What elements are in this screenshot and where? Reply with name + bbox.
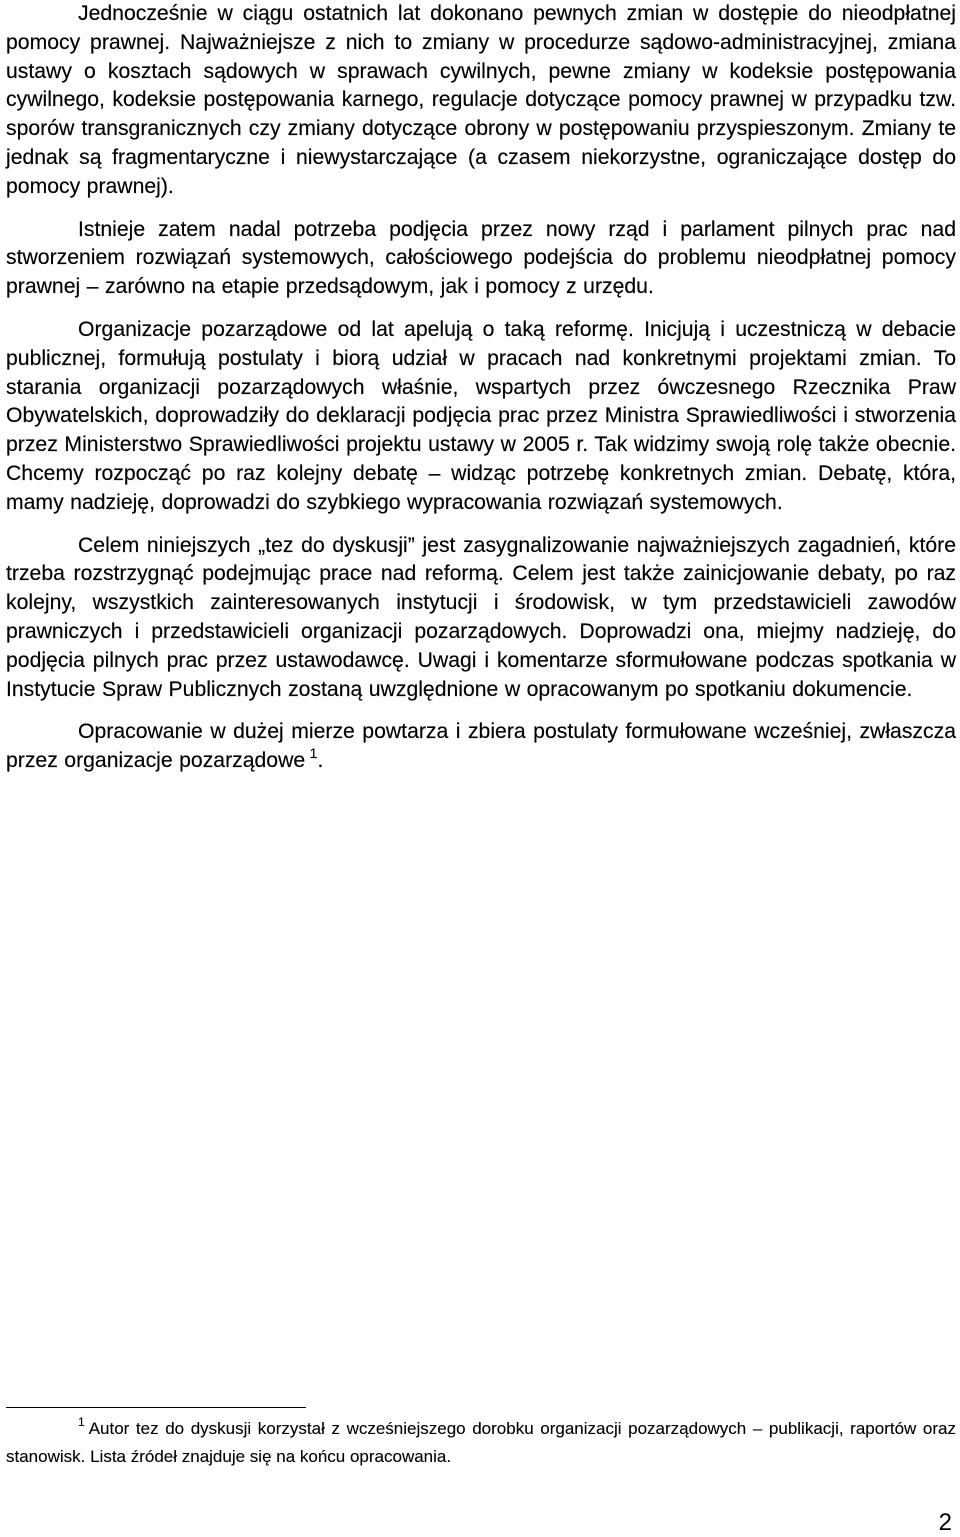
paragraph-5-trailing: . — [317, 749, 324, 773]
document-page — [6, 0, 956, 776]
paragraph-5 — [6, 718, 956, 776]
footnote-marker: 1 — [78, 1415, 85, 1429]
paragraph-2: Istnieje zatem nadal potrzeba podjęcia przez nowy rząd i parlament pilnych prac nad stworzeniem rozwiązań systemowych, całościowego podejścia do problemu nieodpłatnej pomocy prawnej – zarówno na etapie przedsądowym, jak i pomocy z urzędu. — [6, 217, 956, 299]
footnote-reference[interactable] — [305, 745, 317, 761]
footnote-separator — [6, 1407, 306, 1408]
footnote — [6, 1415, 956, 1471]
paragraph-1: Jednocześnie w ciągu ostatnich lat dokonano pewnych zmian w dostępie do nieodpłatnej pomocy prawnej. Najważniejsze z nich to zmiany w procedurze sądowo-administracyjnej, zmiana ustawy o kosztach sądowych w sprawach cywilnych, pewne zmiany w kodeksie postępowania cywilnego, kodeksie postępowania karnego, regulacje dotyczące pomocy prawnej w przypadku tzw. sporów transgranicznych czy zmiany dotyczące obrony w postępowaniu przyspieszonym. Zmiany te jednak są fragmentaryczne i niewystarczające (a czasem niekorzystne, ograniczające dostęp do pomocy prawnej). — [6, 2, 956, 198]
footnote-reference-number[interactable]: 1 — [309, 745, 318, 762]
paragraph-5-text: Opracowanie w dużej mierze powtarza i zbiera postulaty formułowane wcześniej, zwłaszcza przez organizacje pozarządowe — [6, 720, 956, 773]
footnote-text: Autor tez do dyskusji korzystał z wcześniejszego dorobku organizacji pozarządowych – publikacji, raportów oraz stanowisk. Lista źródeł znajduje się na końcu opracowania. — [6, 1419, 956, 1466]
paragraph-3: Organizacje pozarządowe od lat apelują o taką reformę. Inicjują i uczestniczą w debacie publicznej, formułują postulaty i biorą udział w pracach nad konkretnymi projektami zmian. To starania organizacji pozarządowych właśnie, wspartych przez ówczesnego Rzecznika Praw Obywatelskich, doprowadziły do deklaracji podjęcia prac przez Ministra Sprawiedliwości i stworzenia przez Ministerstwo Sprawiedliwości projektu ustawy w 2005 r. Tak widzimy swoją rolę także obecnie. Chcemy rozpocząć po raz kolejny debatę – widząc potrzebę konkretnych zmian. Debatę, która, mamy nadzieję, doprowadzi do szybkiego wypracowania rozwiązań systemowych. — [6, 317, 956, 514]
page-number: 2 — [938, 1509, 952, 1536]
paragraph-4: Celem niniejszych „tez do dyskusji” jest zasygnalizowanie najważniejszych zagadnień, które trzeba rozstrzygnąć podejmując prace nad reformą. Celem jest także zainicjowanie debaty, po raz kolejny, wszystkich zainteresowanych instytucji i środowisk, w tym przedstawicieli zawodów prawniczych i przedstawicieli organizacji pozarządowych. Doprowadzi ona, miejmy nadzieję, do podjęcia pilnych prac przez ustawodawcę. Uwagi i komentarze sformułowane podczas spotkania w Instytucie Spraw Publicznych zostaną uwzględnione w opracowanym po spotkaniu dokumencie. — [6, 533, 956, 701]
